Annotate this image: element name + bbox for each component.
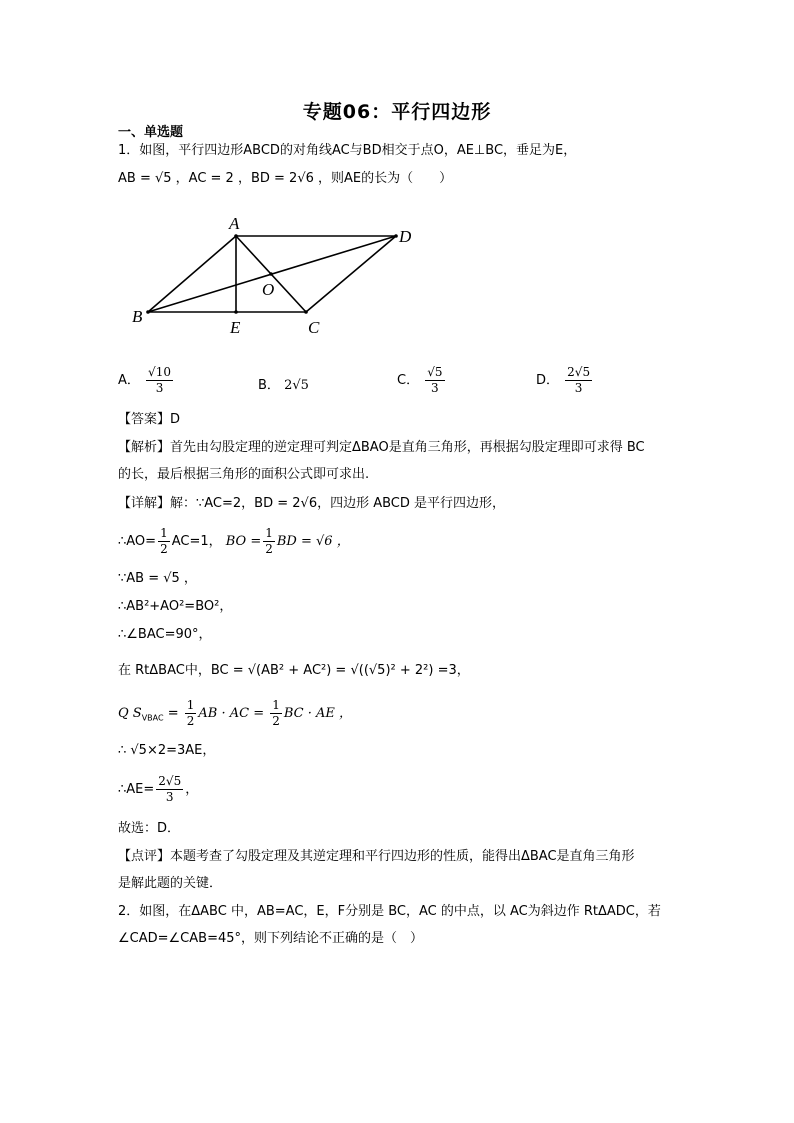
half-num-2: 1 (265, 526, 273, 540)
q2-stem-line2: ∠CAD=∠CAB=45°，则下列结论不正确的是（ ） (118, 931, 424, 946)
detail-ac-eq: AC=1， (171, 534, 222, 549)
area-expr-2: BC · AE ， (283, 706, 353, 721)
ae-num: 2√5 (158, 774, 182, 788)
option-b-key: B． (258, 378, 280, 393)
option-c-den: 3 (431, 381, 439, 395)
ae-label: ∴AE= (118, 782, 155, 797)
option-c-key: C． (397, 373, 420, 388)
option-d-num: 2√5 (567, 365, 591, 379)
label-A: A (229, 214, 240, 233)
half-fraction-1 (158, 526, 170, 557)
detail-line7 (118, 696, 352, 737)
half-den-2: 2 (265, 542, 273, 556)
ae-fraction (156, 774, 183, 805)
label-C: C (308, 318, 320, 337)
half-num-1: 1 (160, 526, 168, 540)
option-b-value: 2√5 (284, 378, 309, 393)
half-den-4: 2 (272, 714, 280, 728)
comment-line2: 是解此题的关键． (118, 876, 223, 891)
half-num-4: 1 (272, 698, 280, 712)
detail-line3: ∵AB = √5 ， (118, 571, 197, 586)
half-den-3: 2 (186, 714, 195, 728)
detail-line5: ∴∠BAC=90°， (118, 627, 212, 642)
option-d-fraction (565, 365, 592, 396)
half-fraction-3 (185, 698, 197, 729)
option-d-key: D． (536, 373, 560, 388)
label-B: B (132, 307, 143, 326)
detail-ao-label: ∴AO= (118, 534, 157, 549)
detail-bo-label: BO = (225, 534, 262, 549)
area-subscript: VBAC (141, 713, 164, 723)
half-fraction-4 (270, 698, 282, 729)
option-a-den: 3 (155, 381, 164, 395)
q2-stem-line1: 2．如图，在ΔABC 中，AB=AC，E，F分别是 BC，AC 的中点，以 AC为斜边作 RtΔADC，若 (118, 904, 661, 919)
option-c-fraction (425, 365, 444, 396)
ae-den: 3 (165, 790, 174, 804)
half-fraction-2 (263, 526, 275, 557)
option-a-key: A． (118, 373, 140, 388)
half-num-3: 1 (186, 698, 195, 712)
half-den-1: 2 (160, 542, 168, 556)
option-a-num: √10 (148, 365, 171, 379)
ae-comma: ， (185, 782, 199, 797)
choose-line: 故选：D． (118, 821, 181, 836)
option-b (258, 374, 309, 393)
option-d (536, 365, 594, 396)
option-c-num: √5 (427, 365, 443, 379)
detail-line6: 在 RtΔBAC中，BC = √(AB² + AC²) = √((√5)² + 2²) =3， (118, 663, 470, 678)
option-a-fraction (146, 365, 173, 396)
analysis-line2: 的长，最后根据三角形的面积公式即可求出. (118, 467, 370, 482)
detail-line4: ∴AB²+AO²=BO²， (118, 599, 233, 614)
q1-stem-line2: AB = √5 ，AC = 2 ，BD = 2√6 ，则AE的长为（ ） (118, 171, 453, 186)
q1-stem-line1: 1．如图，平行四边形ABCD的对角线AC与BD相交于点O，AE⊥BC，垂足为E， (118, 143, 577, 158)
detail-line8: ∴ √5×2=3AE， (118, 743, 216, 758)
option-a (118, 365, 175, 396)
comment-line1: 【点评】本题考查了勾股定理及其逆定理和平行四边形的性质，能得出ΔBAC是直角三角形 (118, 849, 635, 864)
detail-line9 (118, 772, 198, 808)
parallelogram-figure (128, 210, 428, 340)
section-heading: 一、单选题 (118, 125, 184, 140)
page-title: 专题06：平行四边形 (302, 101, 492, 123)
detail-line2 (118, 524, 350, 560)
label-D: D (399, 227, 412, 246)
area-expr-1: AB · AC = (198, 706, 269, 721)
option-d-den: 3 (574, 381, 583, 395)
answer-line: 【答案】D (118, 412, 181, 427)
option-c (397, 365, 447, 396)
label-E: E (230, 318, 241, 337)
label-O: O (262, 280, 275, 299)
area-eq: = (163, 706, 183, 721)
area-symbol: Q S (118, 706, 142, 721)
analysis-line1: 【解析】首先由勾股定理的逆定理可判定ΔBAO是直角三角形，再根据勾股定理即可求得 BC (118, 440, 645, 455)
detail-line1: 【详解】解：∵AC=2，BD = 2√6，四边形 ABCD 是平行四边形， (118, 496, 506, 511)
detail-bd-eq: BD = √6 ， (276, 534, 350, 549)
